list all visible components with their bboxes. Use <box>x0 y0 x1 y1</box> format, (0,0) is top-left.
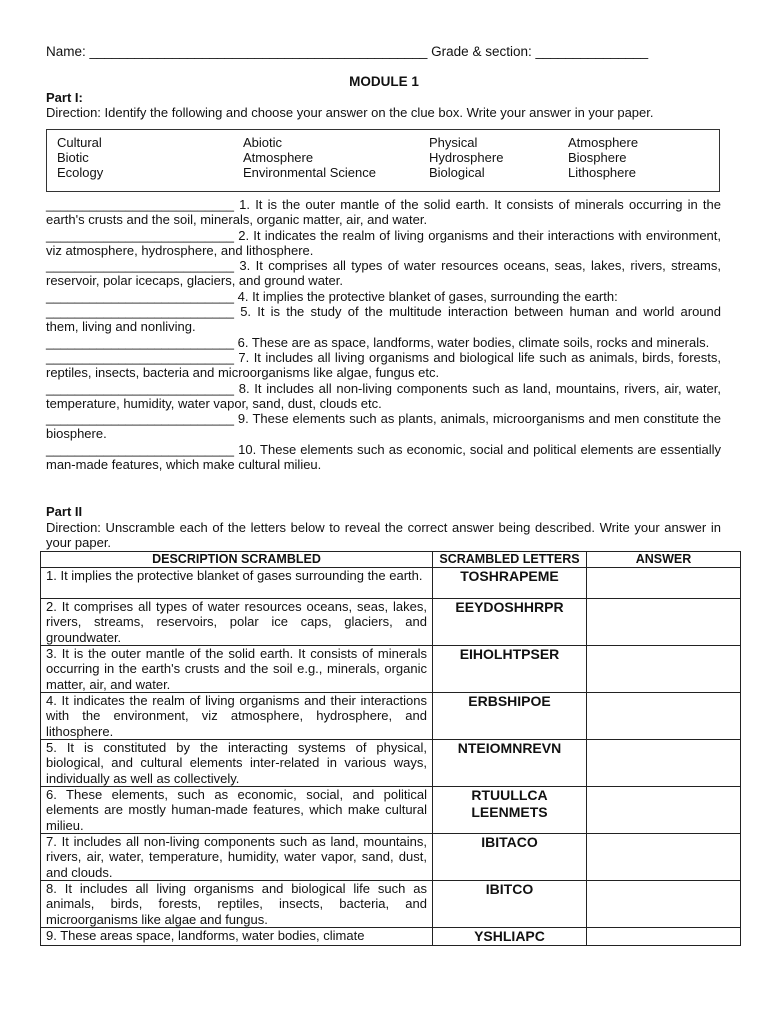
item-text: 2. It indicates the realm of living organisms and their interactions with environment, viz atmosphere, hydrosphere, and lithosphere. <box>46 227 721 258</box>
part1-item <box>46 197 721 228</box>
row-description: 4. It indicates the realm of living organisms and their interactions with the environment, viz atmosphere, hydrosphere, and lithosphere. <box>41 693 433 740</box>
row-scrambled: IBITCO <box>433 881 587 928</box>
clue-word: Abiotic <box>243 135 283 150</box>
answer-blank[interactable]: __________________________ <box>46 334 234 350</box>
answer-blank[interactable]: __________________________ <box>46 288 234 304</box>
row-answer-cell[interactable] <box>587 599 741 646</box>
row-scrambled: EIHOLHTPSER <box>433 646 587 693</box>
part1-item <box>46 289 721 304</box>
table-row <box>41 928 741 946</box>
table-row <box>41 646 741 693</box>
answer-blank[interactable]: __________________________ <box>46 197 234 212</box>
part1-item <box>46 304 721 335</box>
clue-word: Environmental Science <box>243 165 376 180</box>
table-row <box>41 740 741 787</box>
item-text: 3. It comprises all types of water resources oceans, seas, lakes, rivers, streams, reservoir, polar icecaps, glaciers, and ground water. <box>46 258 721 289</box>
grade-label: Grade & section: <box>431 44 532 59</box>
row-answer-cell[interactable] <box>587 834 741 881</box>
clue-word: Cultural <box>57 135 102 150</box>
row-description: 5. It is constituted by the interacting systems of physical, biological, and cultural elements inter-related in various ways, individually as well as collectively. <box>41 740 433 787</box>
part1-item <box>46 228 721 259</box>
table-row <box>41 693 741 740</box>
item-text: 8. It includes all non-living components such as land, mountains, rivers, air, water, temperature, humidity, water vapor, sand, dust, clouds etc. <box>46 380 721 411</box>
row-scrambled: TOSHRAPEME <box>433 568 587 599</box>
row-scrambled: YSHLIAPC <box>433 928 587 946</box>
row-description: 8. It includes all living organisms and biological life such as animals, birds, forests, reptiles, insects, bacteria, and microorganisms like algae and fungus. <box>41 881 433 928</box>
part1-direction: Direction: Identify the following and choose your answer on the clue box. Write your answer in your paper. <box>46 105 654 120</box>
row-description: 2. It comprises all types of water resources oceans, seas, lakes, rivers, streams, reservoirs, polar ice caps, glaciers, and groundwater. <box>41 599 433 646</box>
clue-word: Physical <box>429 135 478 150</box>
part2-title: Part II <box>46 504 83 519</box>
part1-items <box>46 197 721 472</box>
part1-item <box>46 258 721 289</box>
item-text: 5. It is the study of the multitude interaction between human and world around them, living and nonliving. <box>46 304 721 335</box>
answer-blank[interactable]: __________________________ <box>46 411 234 427</box>
clue-word: Biotic <box>57 150 89 165</box>
row-answer-cell[interactable] <box>587 787 741 834</box>
column-header-scrambled: SCRAMBLED LETTERS <box>433 552 587 568</box>
name-line: _____________________________________________ <box>89 44 428 59</box>
part1-item <box>46 335 721 350</box>
row-answer-cell[interactable] <box>587 881 741 928</box>
part1-item <box>46 350 721 381</box>
part1-item <box>46 442 721 473</box>
clue-word: Atmosphere <box>568 135 639 150</box>
item-text: 7. It includes all living organisms and biological life such as animals, birds, forests, reptiles, insects, bacteria and microorganisms like algae, fungus etc. <box>46 349 721 381</box>
row-description: 9. These areas space, landforms, water bodies, climate <box>41 928 433 946</box>
item-text: 1. It is the outer mantle of the solid earth. It consists of minerals occurring in the earth's crusts and the soil, minerals, organic matter, air, and water. <box>46 197 721 228</box>
row-answer-cell[interactable] <box>587 740 741 787</box>
row-description: 1. It implies the protective blanket of gases surrounding the earth. <box>41 568 433 599</box>
row-scrambled: NTEIOMNREVN <box>433 740 587 787</box>
table-row <box>41 881 741 928</box>
row-description: 3. It is the outer mantle of the solid earth. It consists of minerals occurring in the earth's crusts and the soil e.g., minerals, organic matter, air, and water. <box>41 646 433 693</box>
row-answer-cell[interactable] <box>587 646 741 693</box>
clue-word: Lithosphere <box>568 165 636 180</box>
row-scrambled: ERBSHIPOE <box>433 693 587 740</box>
header <box>46 44 708 59</box>
part1-item <box>46 411 721 442</box>
part1-item <box>46 381 721 412</box>
part1-title: Part I: <box>46 90 83 105</box>
row-answer-cell[interactable] <box>587 568 741 599</box>
answer-blank[interactable]: __________________________ <box>46 258 234 274</box>
clue-word: Biosphere <box>568 150 627 165</box>
item-text: 6. These are as space, landforms, water bodies, climate soils, rocks and minerals. <box>237 334 710 350</box>
answer-blank[interactable]: __________________________ <box>46 304 234 320</box>
answer-blank[interactable]: __________________________ <box>46 227 234 243</box>
row-answer-cell[interactable] <box>587 928 741 946</box>
clue-word: Atmosphere <box>243 150 314 165</box>
row-answer-cell[interactable] <box>587 693 741 740</box>
answer-blank[interactable]: __________________________ <box>46 441 234 457</box>
row-scrambled: RTUULLCA LEENMETS <box>433 787 587 834</box>
scramble-table <box>40 551 741 946</box>
clue-word: Hydrosphere <box>429 150 504 165</box>
column-header-answer: ANSWER <box>587 552 741 568</box>
table-row <box>41 834 741 881</box>
item-text: 10. These elements such as economic, social and political elements are essentially man-made features, which make cultural milieu. <box>46 441 721 473</box>
item-text: 4. It implies the protective blanket of gases, surrounding the earth: <box>237 288 618 304</box>
row-scrambled: EEYDOSHHRPR <box>433 599 587 646</box>
row-description: 6. These elements, such as economic, social, and political elements are mostly human-made features, which make cultural milieu. <box>41 787 433 834</box>
name-label: Name: <box>46 44 86 59</box>
table-row <box>41 599 741 646</box>
clue-box <box>46 129 720 192</box>
answer-blank[interactable]: __________________________ <box>46 380 234 396</box>
row-scrambled: IBITACO <box>433 834 587 881</box>
answer-blank[interactable]: __________________________ <box>46 349 234 365</box>
item-text: 9. These elements such as plants, animals, microorganisms and men constitute the biosphere. <box>46 411 721 442</box>
grade-line: _______________ <box>535 44 649 59</box>
row-description: 7. It includes all non-living components such as land, mountains, rivers, air, water, temperature, humidity, water vapor, sand, dust, and clouds. <box>41 834 433 881</box>
table-row <box>41 568 741 599</box>
module-title: MODULE 1 <box>349 74 419 89</box>
clue-word: Biological <box>429 165 485 180</box>
part2-direction: Direction: Unscramble each of the letters below to reveal the correct answer being described. Write your answer in your paper. <box>46 520 721 551</box>
table-row <box>41 787 741 834</box>
clue-word: Ecology <box>57 165 104 180</box>
table-header-row <box>41 552 741 568</box>
column-header-description: DESCRIPTION SCRAMBLED <box>41 552 433 568</box>
